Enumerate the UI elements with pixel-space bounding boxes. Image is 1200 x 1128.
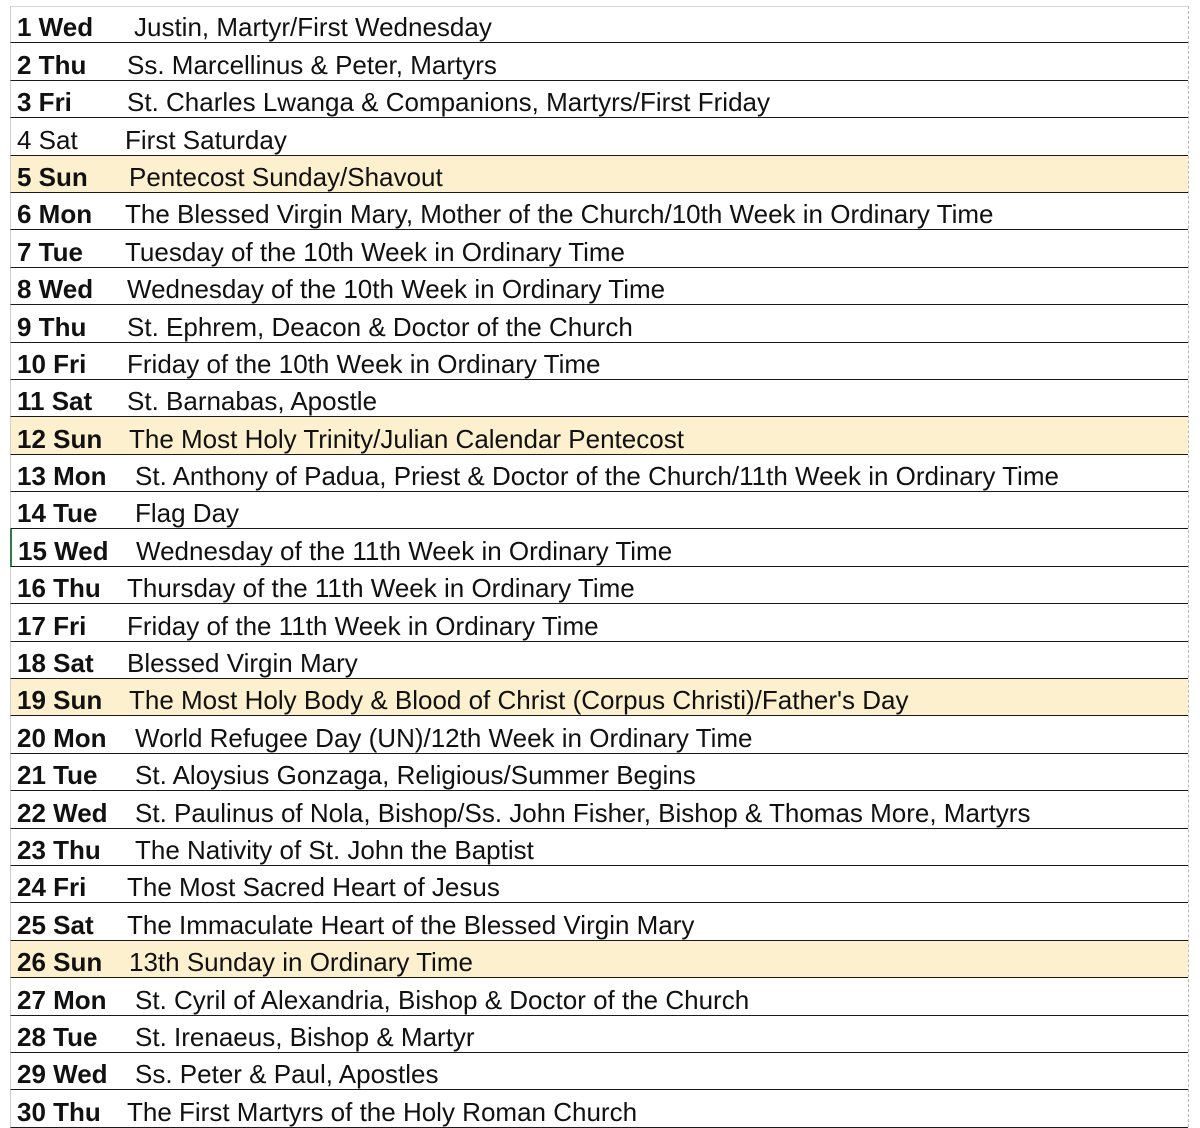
day-cell[interactable]: 6 Mon xyxy=(17,199,93,230)
calendar-row[interactable] xyxy=(10,1090,1188,1127)
calendar-row[interactable] xyxy=(10,529,1188,566)
event-cell[interactable]: The Immaculate Heart of the Blessed Virgin Mary xyxy=(127,909,695,940)
day-cell[interactable]: 7 Tue xyxy=(17,236,83,267)
day-cell[interactable]: 10 Fri xyxy=(17,348,87,379)
event-cell[interactable]: St. Paulinus of Nola, Bishop/Ss. John Fisher, Bishop & Thomas More, Martyrs xyxy=(135,797,1031,828)
day-cell[interactable]: 24 Fri xyxy=(17,872,87,903)
calendar-row[interactable] xyxy=(10,417,1188,454)
calendar-row[interactable] xyxy=(10,604,1188,641)
day-cell[interactable]: 5 Sun xyxy=(17,161,88,192)
event-cell[interactable]: Flag Day xyxy=(135,498,240,529)
event-cell[interactable]: St. Charles Lwanga & Companions, Martyrs/First Friday xyxy=(127,87,770,118)
calendar-row[interactable] xyxy=(10,1053,1188,1090)
calendar-row[interactable] xyxy=(10,118,1188,155)
calendar-row[interactable] xyxy=(10,829,1188,866)
calendar-row[interactable] xyxy=(10,903,1188,940)
calendar-row[interactable] xyxy=(10,679,1188,716)
calendar-row[interactable] xyxy=(10,230,1188,267)
calendar-row[interactable] xyxy=(10,455,1188,492)
day-cell[interactable]: 17 Fri xyxy=(17,610,87,641)
calendar-row[interactable] xyxy=(10,642,1188,679)
day-cell[interactable]: 23 Thu xyxy=(17,834,101,865)
day-cell[interactable]: 11 Sat xyxy=(17,386,93,417)
calendar-row[interactable] xyxy=(10,305,1188,342)
event-cell[interactable]: First Saturday xyxy=(125,124,287,155)
calendar-row[interactable] xyxy=(10,716,1188,753)
day-cell[interactable]: 22 Wed xyxy=(17,797,108,828)
event-cell[interactable]: St. Cyril of Alexandria, Bishop & Doctor of the Church xyxy=(135,984,750,1015)
event-cell[interactable]: The Most Sacred Heart of Jesus xyxy=(127,872,500,903)
calendar-rows xyxy=(10,6,1188,1128)
day-cell[interactable]: 4 Sat xyxy=(17,124,78,155)
calendar-row[interactable] xyxy=(10,6,1188,43)
calendar-row[interactable] xyxy=(10,193,1188,230)
day-cell[interactable]: 9 Thu xyxy=(17,311,87,342)
day-cell[interactable]: 14 Tue xyxy=(17,498,98,529)
event-cell[interactable]: World Refugee Day (UN)/12th Week in Ordinary Time xyxy=(135,722,753,753)
calendar-row[interactable] xyxy=(10,866,1188,903)
calendar-row[interactable] xyxy=(10,1016,1188,1053)
column-gridline xyxy=(1188,6,1189,1127)
event-cell[interactable]: The First Martyrs of the Holy Roman Church xyxy=(127,1096,638,1127)
event-cell[interactable]: The Most Holy Trinity/Julian Calendar Pentecost xyxy=(129,423,684,454)
calendar-row[interactable] xyxy=(10,343,1188,380)
day-cell[interactable]: 29 Wed xyxy=(17,1059,108,1090)
day-cell[interactable]: 19 Sun xyxy=(17,685,103,716)
event-cell[interactable]: St. Barnabas, Apostle xyxy=(127,386,378,417)
calendar-row[interactable] xyxy=(10,791,1188,828)
event-cell[interactable]: The Most Holy Body & Blood of Christ (Corpus Christi)/Father's Day xyxy=(129,685,909,716)
calendar-row[interactable] xyxy=(10,978,1188,1015)
calendar-row[interactable] xyxy=(10,156,1188,193)
day-cell[interactable]: 12 Sun xyxy=(17,423,103,454)
event-cell[interactable]: Ss. Peter & Paul, Apostles xyxy=(135,1059,439,1090)
calendar-row[interactable] xyxy=(10,754,1188,791)
event-cell[interactable]: Pentecost Sunday/Shavout xyxy=(129,161,443,192)
event-cell[interactable]: Friday of the 11th Week in Ordinary Time xyxy=(127,610,599,641)
event-cell[interactable]: Blessed Virgin Mary xyxy=(127,648,358,679)
day-cell[interactable]: 3 Fri xyxy=(17,87,72,118)
event-cell[interactable]: Justin, Martyr/First Wednesday xyxy=(134,12,492,43)
event-cell[interactable]: Ss. Marcellinus & Peter, Martyrs xyxy=(127,49,497,80)
event-cell[interactable]: St. Anthony of Padua, Priest & Doctor of the Church/11th Week in Ordinary Time xyxy=(135,461,1059,492)
event-cell[interactable]: Tuesday of the 10th Week in Ordinary Time xyxy=(125,236,626,267)
day-cell[interactable]: 21 Tue xyxy=(17,760,98,791)
event-cell[interactable]: The Blessed Virgin Mary, Mother of the Church/10th Week in Ordinary Time xyxy=(125,199,994,230)
day-cell[interactable]: 15 Wed xyxy=(18,535,109,566)
day-cell[interactable]: 8 Wed xyxy=(17,274,94,305)
day-cell[interactable]: 20 Mon xyxy=(17,722,107,753)
spreadsheet-sheet xyxy=(0,6,1200,1127)
day-cell[interactable]: 16 Thu xyxy=(17,573,101,604)
event-cell[interactable]: Wednesday of the 10th Week in Ordinary Time xyxy=(127,274,666,305)
calendar-row[interactable] xyxy=(10,567,1188,604)
day-cell[interactable]: 30 Thu xyxy=(17,1096,101,1127)
event-cell[interactable]: St. Irenaeus, Bishop & Martyr xyxy=(135,1021,475,1052)
event-cell[interactable]: St. Ephrem, Deacon & Doctor of the Church xyxy=(127,311,633,342)
day-cell[interactable]: 2 Thu xyxy=(17,49,87,80)
day-cell[interactable]: 27 Mon xyxy=(17,984,107,1015)
day-cell[interactable]: 1 Wed xyxy=(17,12,94,43)
event-cell[interactable]: Friday of the 10th Week in Ordinary Time xyxy=(127,348,601,379)
day-cell[interactable]: 28 Tue xyxy=(17,1021,98,1052)
day-cell[interactable]: 13 Mon xyxy=(17,461,107,492)
calendar-row[interactable] xyxy=(10,941,1188,978)
day-cell[interactable]: 25 Sat xyxy=(17,909,94,940)
day-cell[interactable]: 18 Sat xyxy=(17,648,94,679)
event-cell[interactable]: Thursday of the 11th Week in Ordinary Time xyxy=(127,573,635,604)
event-cell[interactable]: The Nativity of St. John the Baptist xyxy=(135,834,534,865)
day-cell[interactable]: 26 Sun xyxy=(17,947,103,978)
calendar-row[interactable] xyxy=(10,43,1188,80)
calendar-row[interactable] xyxy=(10,492,1188,529)
calendar-row[interactable] xyxy=(10,268,1188,305)
calendar-row[interactable] xyxy=(10,81,1188,118)
event-cell[interactable]: Wednesday of the 11th Week in Ordinary Time xyxy=(136,535,673,566)
event-cell[interactable]: 13th Sunday in Ordinary Time xyxy=(129,947,473,978)
calendar-row[interactable] xyxy=(10,380,1188,417)
event-cell[interactable]: St. Aloysius Gonzaga, Religious/Summer Begins xyxy=(135,760,696,791)
